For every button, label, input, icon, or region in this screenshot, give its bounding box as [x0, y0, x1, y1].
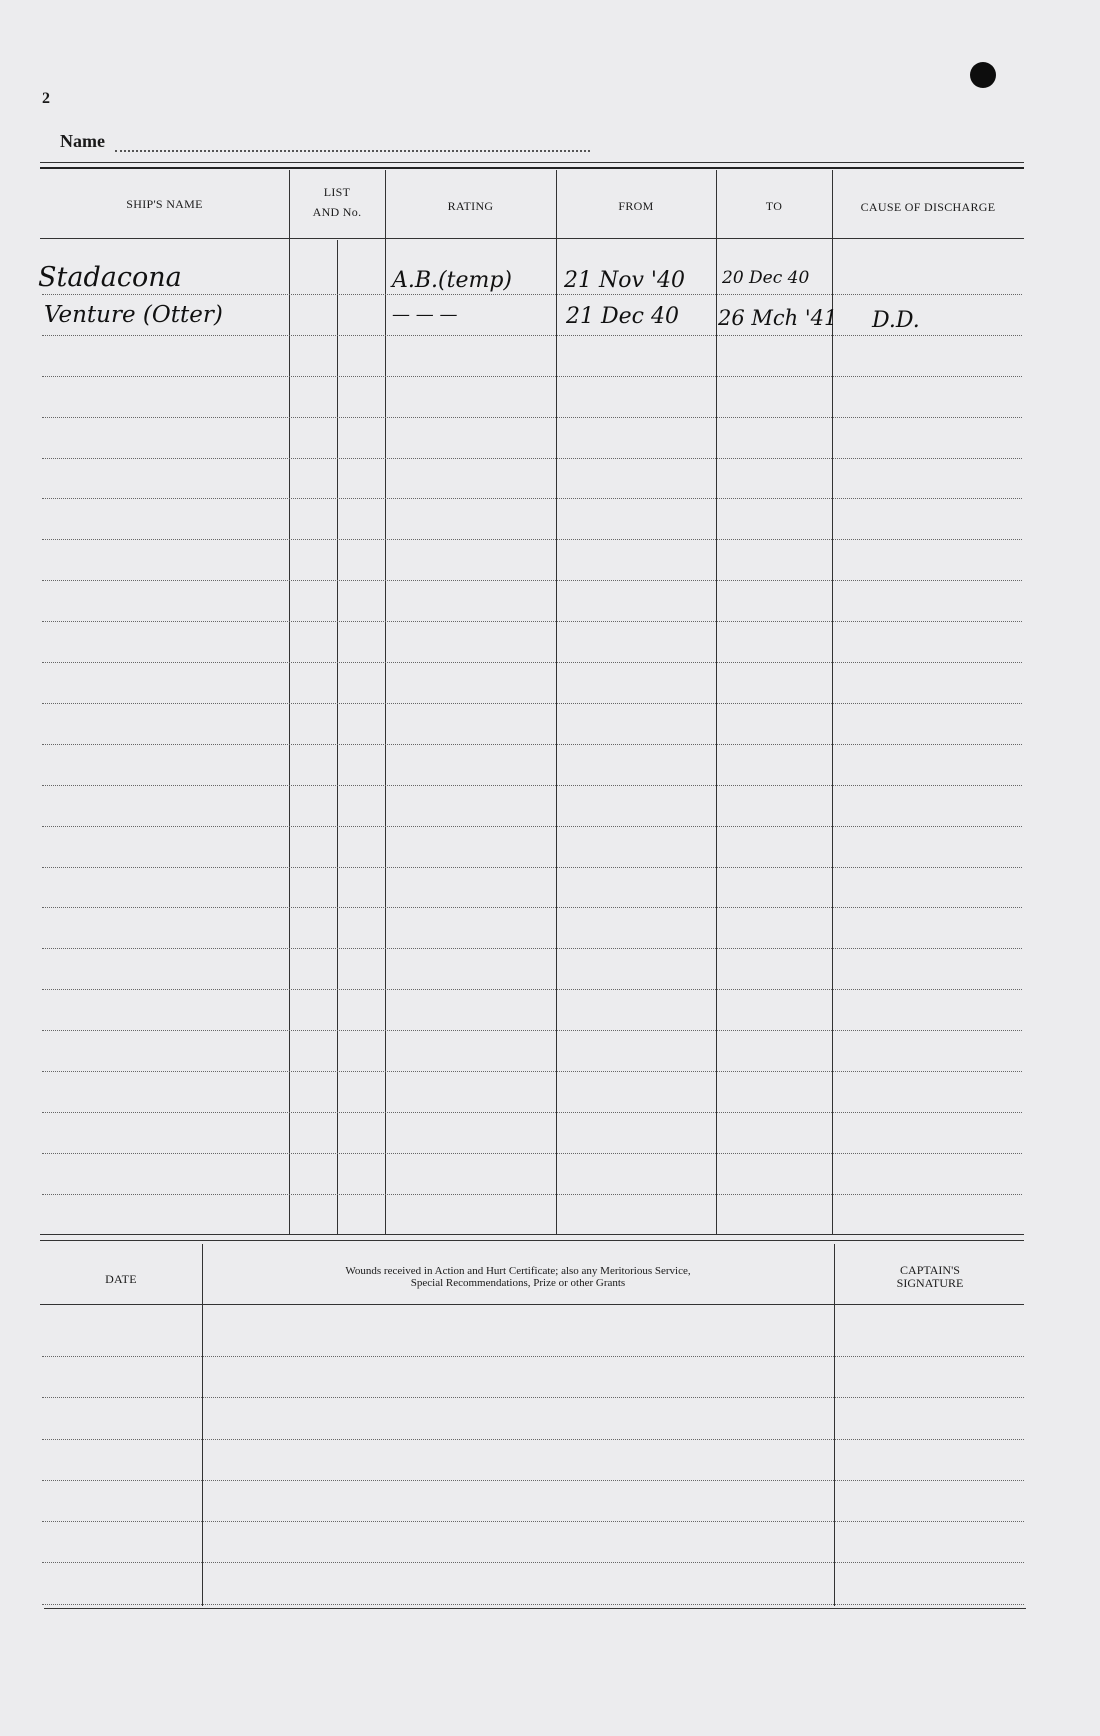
- awards-table-bottom-rule: [44, 1608, 1026, 1609]
- header-from: FROM: [618, 199, 654, 213]
- header-rating: RATING: [447, 199, 494, 213]
- ruled-line: [42, 662, 1022, 663]
- ruled-line: [42, 703, 1022, 704]
- ruled-line: [42, 498, 1022, 499]
- header-captains-line2: SIGNATURE: [896, 1276, 964, 1291]
- header-date: DATE: [105, 1272, 137, 1286]
- service-col-divider: [337, 240, 338, 1234]
- service-col-divider: [556, 170, 557, 1234]
- awards-col-divider: [202, 1244, 203, 1606]
- header-list-no-line1: LIST: [323, 185, 351, 199]
- header-list-no: [289, 184, 385, 220]
- name-field: [115, 150, 590, 152]
- entry-to: 26 Mch '41: [718, 306, 838, 330]
- entry-from: 21 Dec 40: [566, 304, 679, 329]
- service-col-divider: [716, 170, 717, 1234]
- ruled-line: [42, 744, 1022, 745]
- ruled-line: [42, 1562, 1024, 1563]
- ruled-line: [42, 948, 1022, 949]
- ruled-line: [42, 539, 1022, 540]
- header-wounds: [202, 1265, 834, 1289]
- ruled-line: [42, 1030, 1022, 1031]
- ruled-line: [42, 621, 1022, 622]
- entry-from: 21 Nov '40: [564, 268, 685, 293]
- ruled-line: [42, 458, 1022, 459]
- ruled-line: [42, 1112, 1022, 1113]
- ruled-line: [42, 907, 1022, 908]
- ruled-line: [42, 1356, 1024, 1357]
- ruled-line: [42, 1604, 1024, 1605]
- ruled-line: [42, 417, 1022, 418]
- header-to: TO: [765, 199, 783, 213]
- ruled-line: [42, 1480, 1024, 1481]
- ruled-line: [42, 1397, 1024, 1398]
- ruled-line: [42, 580, 1022, 581]
- ruled-line: [42, 1071, 1022, 1072]
- name-label: Name: [60, 131, 105, 151]
- service-col-divider: [289, 170, 290, 1234]
- entry-rating: — — —: [392, 304, 458, 325]
- header-wounds-line1: Wounds received in Action and Hurt Certificate; also any Meritorious Service,: [345, 1265, 691, 1277]
- service-col-divider: [385, 170, 386, 1234]
- header-captains-line1: CAPTAIN'S: [900, 1263, 960, 1277]
- entry-rating: A.B.(temp): [392, 268, 513, 293]
- ruled-line: [42, 335, 1022, 336]
- ruled-line: [42, 785, 1022, 786]
- service-table-top-rule: [40, 162, 1024, 163]
- entry-cause: D.D.: [872, 308, 920, 333]
- ruled-line: [42, 1153, 1022, 1154]
- header-cause-of-discharge: CAUSE OF DISCHARGE: [860, 200, 996, 214]
- page-number: 2: [42, 90, 50, 107]
- service-header-divider: [40, 238, 1024, 239]
- ruled-line: [42, 1521, 1024, 1522]
- ruled-line: [42, 989, 1022, 990]
- service-table-bottom-rule: [40, 1234, 1024, 1235]
- service-table-bottom-rule-2: [40, 1240, 1024, 1241]
- ruled-line: [42, 1194, 1022, 1195]
- punch-hole: [970, 62, 996, 88]
- header-captains-signature: [834, 1264, 1026, 1290]
- entry-to: 20 Dec 40: [722, 268, 810, 288]
- header-list-no-line2: AND No.: [312, 205, 362, 220]
- ruled-line: [42, 867, 1022, 868]
- ruled-line: [42, 1439, 1024, 1440]
- awards-header-divider: [40, 1304, 1024, 1305]
- ruled-line: [42, 294, 1022, 295]
- ruled-line: [42, 376, 1022, 377]
- header-wounds-line2: Special Recommendations, Prize or other Grants: [410, 1277, 626, 1290]
- awards-col-divider: [834, 1244, 835, 1606]
- service-table-top-rule-2: [40, 167, 1024, 169]
- entry-ship-name: Venture (Otter): [44, 302, 223, 328]
- entry-ship-name: Stadacona: [38, 262, 182, 293]
- ruled-line: [42, 826, 1022, 827]
- header-ships-name: SHIP'S NAME: [126, 197, 203, 211]
